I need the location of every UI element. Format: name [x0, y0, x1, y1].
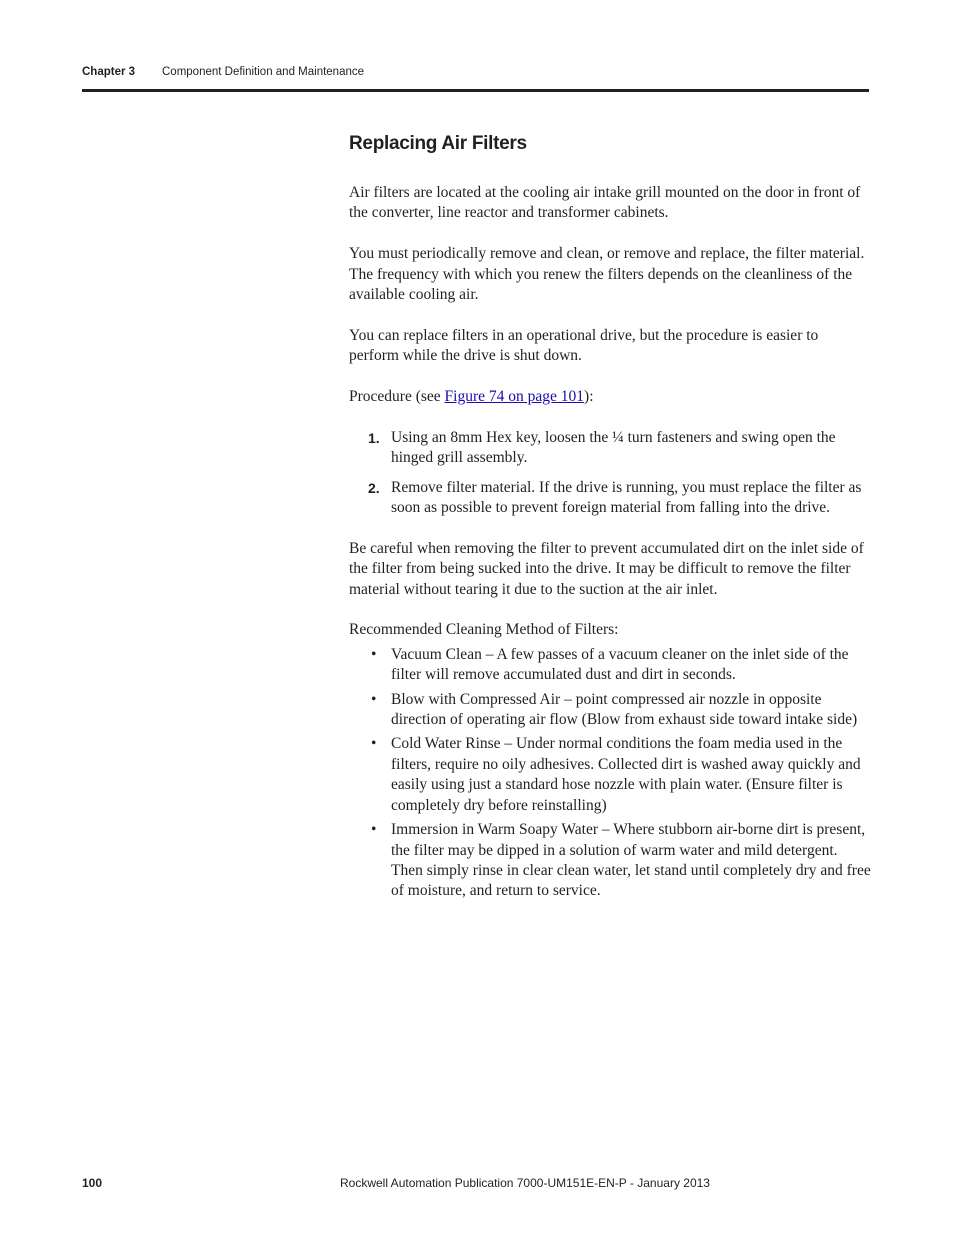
- paragraph-operational: You can replace filters in an operational drive, but the procedure is easier to perform while the drive is shut down.: [349, 326, 819, 365]
- section-title: Component Definition and Maintenance: [162, 66, 365, 78]
- list-item-text: Immersion in Warm Soapy Water – Where stubborn air-borne dirt is present, the filter may be dipped in a solution of warm water and mild detergent. Then simply rinse in clear clean water, let stand until completely dry and free of moisture, and return to service.: [391, 821, 871, 900]
- step-text: Using an 8mm Hex key, loosen the ¼ turn fasteners and swing open the hinged grill assembly.: [391, 428, 836, 467]
- step-number: 2.: [368, 479, 380, 496]
- step-item: [349, 428, 871, 469]
- procedure-suffix: ):: [584, 388, 594, 406]
- paragraph-caution: Be careful when removing the filter to prevent accumulated dirt on the inlet side of the filter from being sucked into the drive. It may be difficult to remove the filter material without tearing it due to the suction at the air inlet.: [349, 539, 864, 598]
- bullet-icon: •: [371, 645, 377, 663]
- list-item: [349, 820, 871, 902]
- list-item: [349, 690, 871, 731]
- list-item-text: Vacuum Clean – A few passes of a vacuum cleaner on the inlet side of the filter will remove accumulated dust and dirt in seconds.: [391, 645, 849, 684]
- procedure-steps: [349, 428, 871, 519]
- page-title: Replacing Air Filters: [349, 133, 527, 154]
- figure-link[interactable]: Figure 74 on page 101: [444, 388, 585, 406]
- page-number: 100: [82, 1176, 103, 1190]
- list-item-text: Cold Water Rinse – Under normal conditions the foam media used in the filters, require no oily adhesives. Collected dirt is washed away quickly and easily using just a standard hose nozzle with plain water. (Ensure filter is completely dry before reinstalling): [391, 735, 861, 814]
- procedure-intro: [349, 387, 871, 407]
- header-rule: [82, 89, 869, 92]
- chapter-label: Chapter 3: [82, 66, 136, 78]
- bullet-icon: •: [371, 735, 377, 753]
- bullet-icon: •: [371, 690, 377, 708]
- step-text: Remove filter material. If the drive is running, you must replace the filter as soon as possible to prevent foreign material from falling into the drive.: [391, 478, 862, 517]
- cleaning-methods-list: [349, 645, 871, 902]
- list-item-text: Blow with Compressed Air – point compressed air nozzle in opposite direction of operating air flow (Blow from exhaust side toward intake side): [391, 690, 858, 729]
- step-number: 1.: [368, 429, 380, 446]
- publication-info: Rockwell Automation Publication 7000-UM151E-EN-P - January 2013: [340, 1176, 710, 1190]
- main-content: [349, 183, 871, 906]
- paragraph-maintenance: You must periodically remove and clean, or remove and replace, the filter material. The frequency with which you renew the filters depends on the cleanliness of the available cooling air.: [349, 245, 865, 304]
- recommended-heading: Recommended Cleaning Method of Filters:: [349, 621, 619, 639]
- paragraph-location: Air filters are located at the cooling air intake grill mounted on the door in front of the converter, line reactor and transformer cabinets.: [349, 184, 861, 222]
- list-item: [349, 734, 871, 816]
- step-item: [349, 478, 871, 519]
- list-item: [349, 645, 871, 686]
- bullet-icon: •: [371, 821, 377, 839]
- procedure-prefix: Procedure (see: [349, 388, 445, 406]
